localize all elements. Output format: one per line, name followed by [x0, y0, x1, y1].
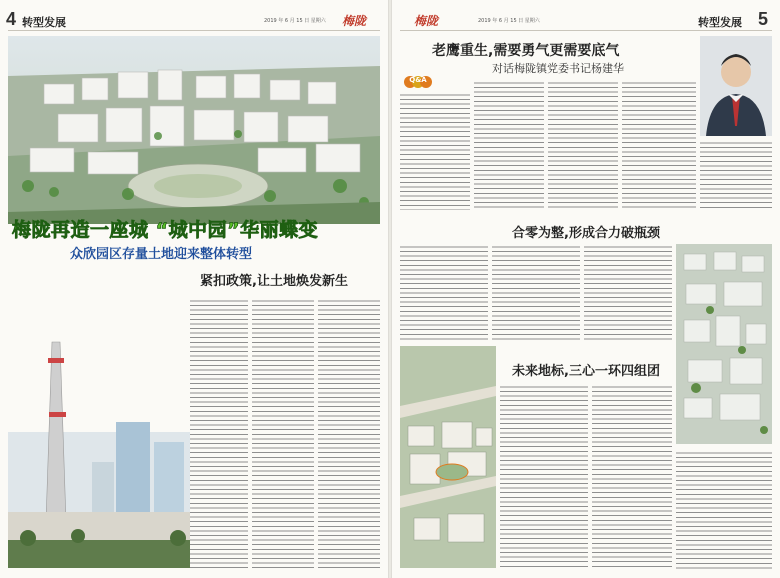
article-column-1 [190, 298, 248, 570]
qa-badge [404, 74, 432, 88]
page-number-left: 4 [6, 9, 17, 29]
interview-column-3 [548, 80, 618, 210]
landmark-column-2 [592, 384, 672, 570]
interview-column-4 [622, 80, 696, 210]
article-column-3 [318, 298, 380, 570]
portrait-photo [700, 36, 772, 136]
integration-section-title: 合零为整,形成合力破瓶颈 [512, 226, 660, 241]
interview-column-1 [400, 92, 470, 210]
article-column-2 [252, 298, 314, 570]
brand-logo-left: 梅陇 [342, 14, 367, 28]
section-title-right: 转型发展 [698, 17, 742, 29]
integration-column-2 [492, 244, 580, 340]
integration-column-3 [584, 244, 672, 340]
landmark-column-3 [676, 450, 772, 570]
date-line-right: 2019 年 6 月 15 日 星期六 [478, 18, 540, 24]
interview-subheadline: 对话梅陇镇党委书记杨建华 [492, 62, 624, 75]
main-subheadline: 众欣园区存量土地迎来整体转型 [70, 247, 253, 262]
left-page [0, 0, 388, 578]
integration-column-1 [400, 244, 488, 340]
site-plan-aerial-photo [676, 244, 772, 444]
right-page [392, 0, 780, 578]
page-number-right: 5 [758, 9, 769, 29]
masterplan-rendering-photo [400, 346, 496, 568]
main-headline: 梅陇再造一座城 “城中园”华丽蝶变 [12, 219, 319, 241]
policy-section-title: 紧扣政策,让土地焕发新生 [200, 274, 348, 289]
industrial-skyline-photo [8, 262, 198, 568]
landmark-column-1 [500, 384, 588, 570]
brand-logo-right: 梅陇 [414, 14, 439, 28]
section-title-left: 转型发展 [22, 17, 66, 29]
date-line-left: 2019 年 6 月 15 日 星期六 [264, 18, 326, 24]
interview-column-2 [474, 80, 544, 210]
landmark-section-title: 未来地标,三心一环四组团 [512, 364, 660, 379]
interview-column-5 [700, 140, 772, 210]
aerial-rendering-photo [8, 36, 380, 224]
qa-badge-label: Q&A [409, 76, 427, 84]
interview-headline: 老鹰重生,需要勇气更需要底气 [432, 43, 620, 59]
